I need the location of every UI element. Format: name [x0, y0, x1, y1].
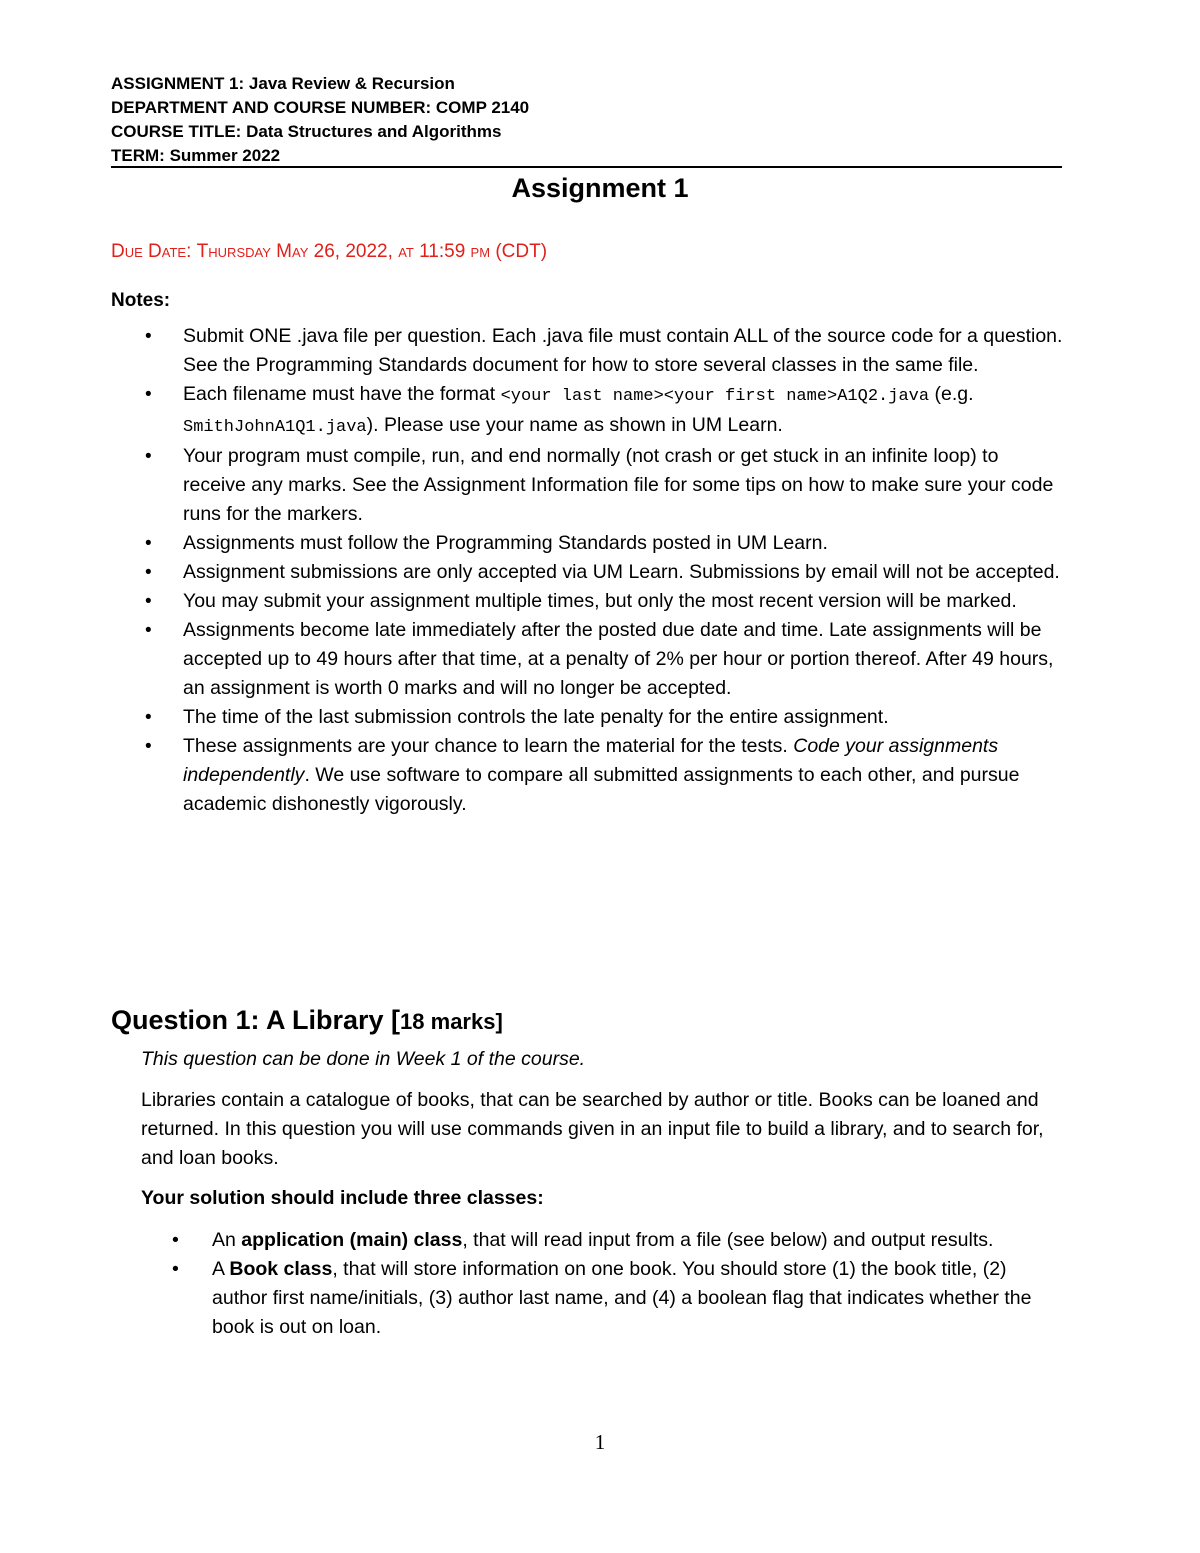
bullet-icon: •: [145, 326, 152, 347]
question1-marks: 18 marks]: [400, 1009, 503, 1034]
due-date: [111, 240, 547, 264]
bullet-icon: •: [145, 384, 152, 405]
bullet-icon: •: [145, 620, 152, 641]
list-item: • Assignments must follow the Programming Standards posted in UM Learn.: [145, 529, 1065, 558]
document-header: [111, 72, 1061, 168]
page-number: 1: [594, 1430, 606, 1454]
bullet-icon: •: [145, 562, 152, 583]
list-item: • Your program must compile, run, and end normally (not crash or get stuck in an infinite loop) to receive any marks. See the Assignment Information file for some tips on how to make sure your code runs for the markers.: [145, 442, 1065, 529]
list-item: • A Book class, that will store information on one book. You should store (1) the book title, (2) author first name/initials, (3) author last name, and (4) a boolean flag that indicates whether the book is out on loan.: [172, 1255, 1052, 1342]
header-term: TERM: Summer 2022: [111, 146, 281, 165]
bullet-icon: •: [145, 736, 152, 757]
header-course-title: COURSE TITLE: Data Structures and Algorithms: [111, 122, 502, 141]
header-department: DEPARTMENT AND COURSE NUMBER: COMP 2140: [111, 98, 530, 117]
bullet-icon: •: [145, 533, 152, 554]
list-item: • The time of the last submission controls the late penalty for the entire assignment.: [145, 703, 1065, 732]
bullet-icon: •: [172, 1258, 179, 1280]
bullet-icon: •: [172, 1229, 179, 1251]
list-item: • These assignments are your chance to learn the material for the tests. Code your assignments independently. We use software to compare all submitted assignments to each other, and pursue academic dishonestly vigorously.: [145, 732, 1065, 819]
notes-heading: Notes:: [111, 290, 171, 311]
list-item: • Submit ONE .java file per question. Each .java file must contain ALL of the source code for a question. See the Programming Standards document for how to store several classes in the same file.: [145, 322, 1065, 380]
due-day: Thursday: [196, 241, 271, 262]
list-item: • Assignments become late immediately after the posted due date and time. Late assignments will be accepted up to 49 hours after that time, at a penalty of 2% per hour or portion thereof. After 49 hours, an assignment is worth 0 marks and will no longer be accepted.: [145, 616, 1065, 703]
due-timezone: (CDT): [495, 241, 548, 262]
due-at: at: [398, 241, 414, 262]
due-date-value: May 26, 2022,: [276, 241, 393, 262]
solution-heading: Your solution should include three classes:: [141, 1187, 544, 1209]
page-title: Assignment 1: [511, 173, 689, 203]
bullet-icon: •: [145, 446, 152, 467]
question1-paragraph: Libraries contain a catalogue of books, that can be searched by author or title. Books can be loaned and returned. In this question you will use commands given in an input file to build a library, and to search for, and loan books.: [141, 1089, 1044, 1169]
due-date-label: Due Date:: [111, 241, 192, 262]
list-item: • Each filename must have the format <your last name><your first name>A1Q2.java (e.g. SmithJohnA1Q1.java). Please use your name as shown in UM Learn.: [145, 380, 1065, 442]
header-assignment: ASSIGNMENT 1: Java Review & Recursion: [111, 74, 455, 93]
header-divider: [111, 166, 1062, 168]
bullet-icon: •: [145, 707, 152, 728]
list-item: • You may submit your assignment multiple times, but only the most recent version will be marked.: [145, 587, 1065, 616]
due-pm: pm: [470, 241, 491, 262]
bullet-icon: •: [145, 591, 152, 612]
question1-note: This question can be done in Week 1 of the course.: [141, 1048, 586, 1070]
due-time: 11:59: [419, 241, 466, 262]
notes-list: [145, 322, 1065, 819]
classes-list: [172, 1226, 1052, 1342]
list-item: • Assignment submissions are only accepted via UM Learn. Submissions by email will not be accepted.: [145, 558, 1065, 587]
question1-heading: Question 1: A Library [18 marks]: [111, 1005, 503, 1035]
list-item: • An application (main) class, that will read input from a file (see below) and output results.: [172, 1226, 1052, 1255]
